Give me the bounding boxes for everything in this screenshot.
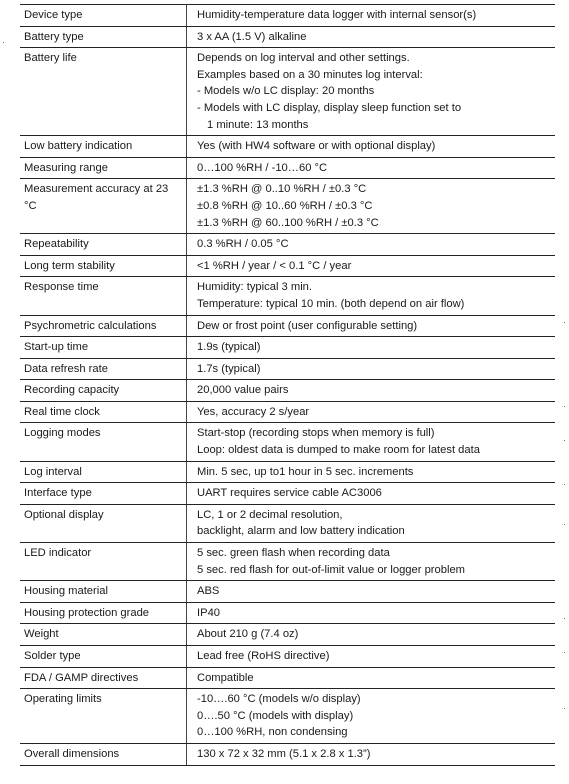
spec-label: Recording capacity bbox=[20, 380, 187, 402]
spec-value-line: 5 sec. green flash when recording data bbox=[197, 547, 390, 560]
spec-label: Psychrometric calculations bbox=[20, 315, 187, 337]
spec-value-line: LC, 1 or 2 decimal resolution, bbox=[197, 508, 343, 521]
spec-value bbox=[187, 136, 556, 158]
spec-value-line: Lead free (RoHS directive) bbox=[197, 650, 330, 662]
table-row bbox=[20, 255, 555, 277]
table-row bbox=[20, 602, 555, 624]
margin-mark: · bbox=[563, 401, 566, 411]
spec-value-line: ±1.3 %RH @ 0..10 %RH / ±0.3 °C bbox=[197, 183, 367, 196]
spec-label: Logging modes bbox=[20, 423, 187, 461]
margin-mark: · bbox=[563, 435, 566, 445]
table-row bbox=[20, 461, 555, 483]
spec-value-line: Yes (with HW4 software or with optional display) bbox=[197, 140, 436, 153]
spec-value-line: Temperature: typical 10 min. (both depend on air flow) bbox=[197, 297, 465, 310]
spec-value-line: ±1.3 %RH @ 60..100 %RH / ±0.3 °C bbox=[197, 216, 379, 229]
spec-value bbox=[187, 602, 556, 624]
margin-mark: · bbox=[563, 613, 566, 623]
spec-label: Battery life bbox=[20, 48, 187, 136]
table-row bbox=[20, 423, 555, 461]
specifications-table-body bbox=[20, 5, 555, 766]
spec-value bbox=[187, 689, 556, 744]
spec-label: Optional display bbox=[20, 504, 187, 542]
margin-mark: · bbox=[563, 479, 566, 489]
table-row bbox=[20, 179, 555, 234]
table-row bbox=[20, 689, 555, 744]
table-row bbox=[20, 358, 555, 380]
spec-value-line: backlight, alarm and low battery indication bbox=[197, 525, 405, 538]
spec-label: Data refresh rate bbox=[20, 358, 187, 380]
spec-value-line: -10….60 °C (models w/o display) bbox=[197, 693, 361, 706]
spec-label: Long term stability bbox=[20, 255, 187, 277]
spec-value bbox=[187, 179, 556, 234]
margin-mark: · bbox=[563, 519, 566, 529]
table-row bbox=[20, 504, 555, 542]
spec-value bbox=[187, 543, 556, 581]
spec-value bbox=[187, 461, 556, 483]
spec-value-line: 5 sec. red flash for out-of-limit value or logger problem bbox=[197, 563, 465, 576]
table-row bbox=[20, 234, 555, 256]
spec-label: LED indicator bbox=[20, 543, 187, 581]
spec-label: Solder type bbox=[20, 646, 187, 668]
spec-value-line: - Models w/o LC display: 20 months bbox=[197, 85, 375, 98]
spec-value-line: 1 minute: 13 months bbox=[207, 118, 309, 131]
spec-value-line: Min. 5 sec, up to1 hour in 5 sec. increments bbox=[197, 465, 414, 478]
spec-value bbox=[187, 337, 556, 359]
spec-value-line: Start-stop (recording stops when memory is full) bbox=[197, 427, 435, 440]
table-row bbox=[20, 380, 555, 402]
margin-mark: · bbox=[563, 647, 566, 657]
spec-label: Weight bbox=[20, 624, 187, 646]
table-row bbox=[20, 581, 555, 603]
table-row bbox=[20, 48, 555, 136]
spec-value-line: Yes, accuracy 2 s/year bbox=[197, 405, 310, 418]
spec-label: Log interval bbox=[20, 461, 187, 483]
spec-value-line: - Models with LC display, display sleep function set to bbox=[197, 101, 462, 114]
spec-value-line: <1 %RH / year / < 0.1 °C / year bbox=[197, 259, 352, 272]
spec-value bbox=[187, 423, 556, 461]
spec-value-line: 3 x AA (1.5 V) alkaline bbox=[197, 30, 307, 43]
spec-value-line: Loop: oldest data is dumped to make room for latest data bbox=[197, 444, 480, 457]
spec-value-line: Depends on log interval and other settings. bbox=[197, 52, 410, 65]
margin-mark: · bbox=[2, 37, 5, 47]
table-row bbox=[20, 667, 555, 689]
spec-value bbox=[187, 667, 556, 689]
spec-label: Interface type bbox=[20, 483, 187, 505]
spec-value bbox=[187, 646, 556, 668]
spec-value bbox=[187, 26, 556, 48]
spec-label: Response time bbox=[20, 277, 187, 315]
table-row bbox=[20, 136, 555, 158]
spec-value bbox=[187, 581, 556, 603]
spec-label: Start-up time bbox=[20, 337, 187, 359]
table-row bbox=[20, 157, 555, 179]
spec-value-line: 0.3 %RH / 0.05 °C bbox=[197, 238, 289, 251]
table-row bbox=[20, 743, 555, 765]
spec-value bbox=[187, 401, 556, 423]
spec-value-line: ABS bbox=[197, 585, 220, 598]
spec-value-line: 1.9s (typical) bbox=[197, 341, 261, 354]
table-row bbox=[20, 483, 555, 505]
spec-value-line: IP40 bbox=[197, 606, 221, 619]
spec-value-line: Compatible bbox=[197, 671, 254, 684]
table-row bbox=[20, 646, 555, 668]
table-row bbox=[20, 401, 555, 423]
spec-label: Measuring range bbox=[20, 157, 187, 179]
spec-value-line: Dew or frost point (user configurable setting) bbox=[197, 319, 418, 332]
specifications-table bbox=[20, 4, 555, 766]
spec-value bbox=[187, 234, 556, 256]
spec-label: Housing protection grade bbox=[20, 602, 187, 624]
margin-mark: · bbox=[563, 317, 566, 327]
spec-label: Operating limits bbox=[20, 689, 187, 744]
spec-value-line: Humidity-temperature data logger with internal sensor(s) bbox=[197, 9, 477, 21]
spec-value bbox=[187, 504, 556, 542]
spec-value-line: Humidity: typical 3 min. bbox=[197, 281, 313, 294]
table-row bbox=[20, 277, 555, 315]
spec-label: Housing material bbox=[20, 581, 187, 603]
spec-value-line: About 210 g (7.4 oz) bbox=[197, 628, 299, 641]
spec-value bbox=[187, 483, 556, 505]
spec-value-line: UART requires service cable AC3006 bbox=[197, 487, 382, 500]
spec-label: Measurement accuracy at 23 °C bbox=[20, 179, 187, 234]
spec-label: Overall dimensions bbox=[20, 743, 187, 765]
spec-value-line: 130 x 72 x 32 mm (5.1 x 2.8 x 1.3”) bbox=[197, 747, 371, 760]
spec-label: Device type bbox=[20, 5, 187, 27]
spec-value bbox=[187, 5, 556, 27]
spec-label: Real time clock bbox=[20, 401, 187, 423]
table-row bbox=[20, 315, 555, 337]
margin-mark: · bbox=[563, 703, 566, 713]
spec-label: Low battery indication bbox=[20, 136, 187, 158]
spec-value bbox=[187, 157, 556, 179]
spec-value-line: 0….50 °C (models with display) bbox=[197, 709, 354, 722]
spec-label: Battery type bbox=[20, 26, 187, 48]
spec-value-line: 0…100 %RH / -10…60 °C bbox=[197, 161, 328, 174]
table-row bbox=[20, 543, 555, 581]
spec-value bbox=[187, 380, 556, 402]
spec-value bbox=[187, 48, 556, 136]
spec-value-line: 0…100 %RH, non condensing bbox=[197, 726, 348, 739]
spec-value-line: ±0.8 %RH @ 10..60 %RH / ±0.3 °C bbox=[197, 199, 373, 212]
spec-value bbox=[187, 743, 556, 765]
spec-value bbox=[187, 255, 556, 277]
spec-value bbox=[187, 315, 556, 337]
spec-value bbox=[187, 277, 556, 315]
spec-label: FDA / GAMP directives bbox=[20, 667, 187, 689]
spec-value-line: Examples based on a 30 minutes log interval: bbox=[197, 68, 423, 81]
table-row bbox=[20, 5, 555, 27]
table-row bbox=[20, 624, 555, 646]
table-row bbox=[20, 26, 555, 48]
spec-value-line: 1.7s (typical) bbox=[197, 362, 261, 375]
table-row bbox=[20, 337, 555, 359]
spec-value-line: 20,000 value pairs bbox=[197, 384, 289, 397]
spec-value bbox=[187, 358, 556, 380]
spec-label: Repeatability bbox=[20, 234, 187, 256]
spec-value bbox=[187, 624, 556, 646]
